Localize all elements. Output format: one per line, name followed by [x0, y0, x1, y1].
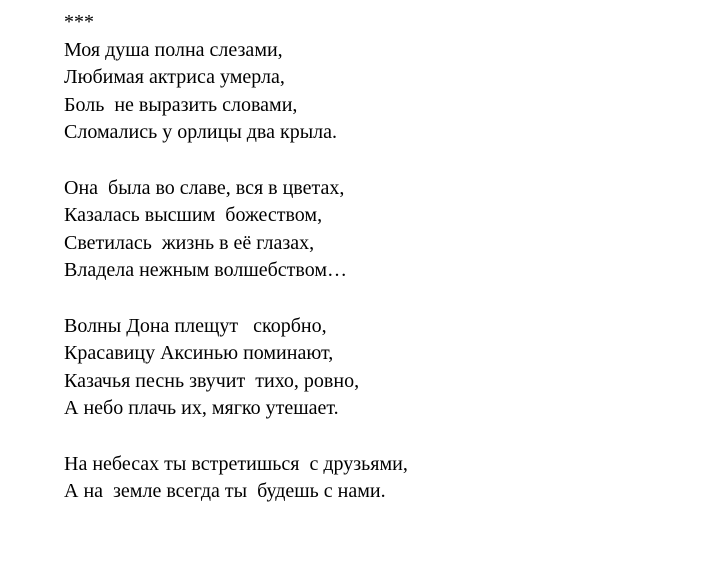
poem-line: Казачья песнь звучит тихо, ровно,: [64, 369, 360, 392]
poem-line: Казалась высшим божеством,: [64, 204, 323, 227]
poem-line: Боль не выразить словами,: [64, 93, 298, 116]
poem-line: Она была во славе, вся в цветах,: [64, 176, 345, 199]
separator-mark: ***: [64, 11, 94, 33]
poem-line: На небесах ты встретишься с друзьями,: [64, 452, 408, 475]
stanza-2: [64, 175, 704, 285]
poem-document: [64, 9, 704, 506]
stanza-1: [64, 37, 704, 147]
stanza-gap: [64, 147, 704, 175]
poem-line: Светилась жизнь в её глазах,: [64, 231, 315, 254]
poem-line: Владела нежным волшебством…: [64, 259, 347, 282]
poem-line: Любимая актриса умерла,: [64, 66, 285, 89]
stanza-gap: [64, 423, 704, 451]
stanza-3: [64, 313, 704, 423]
poem-line: Сломались у орлицы два крыла.: [64, 121, 337, 144]
poem-line: А на земле всегда ты будешь с нами.: [64, 480, 386, 503]
poem-line: А небо плачь их, мягко утешает.: [64, 397, 339, 420]
stanza-4: [64, 451, 704, 506]
poem-line: Красавицу Аксинью поминают,: [64, 342, 334, 365]
poem-line: Моя душа полна слезами,: [64, 38, 283, 61]
stanza-gap: [64, 285, 704, 313]
poem-line: Волны Дона плещут скорбно,: [64, 314, 327, 337]
